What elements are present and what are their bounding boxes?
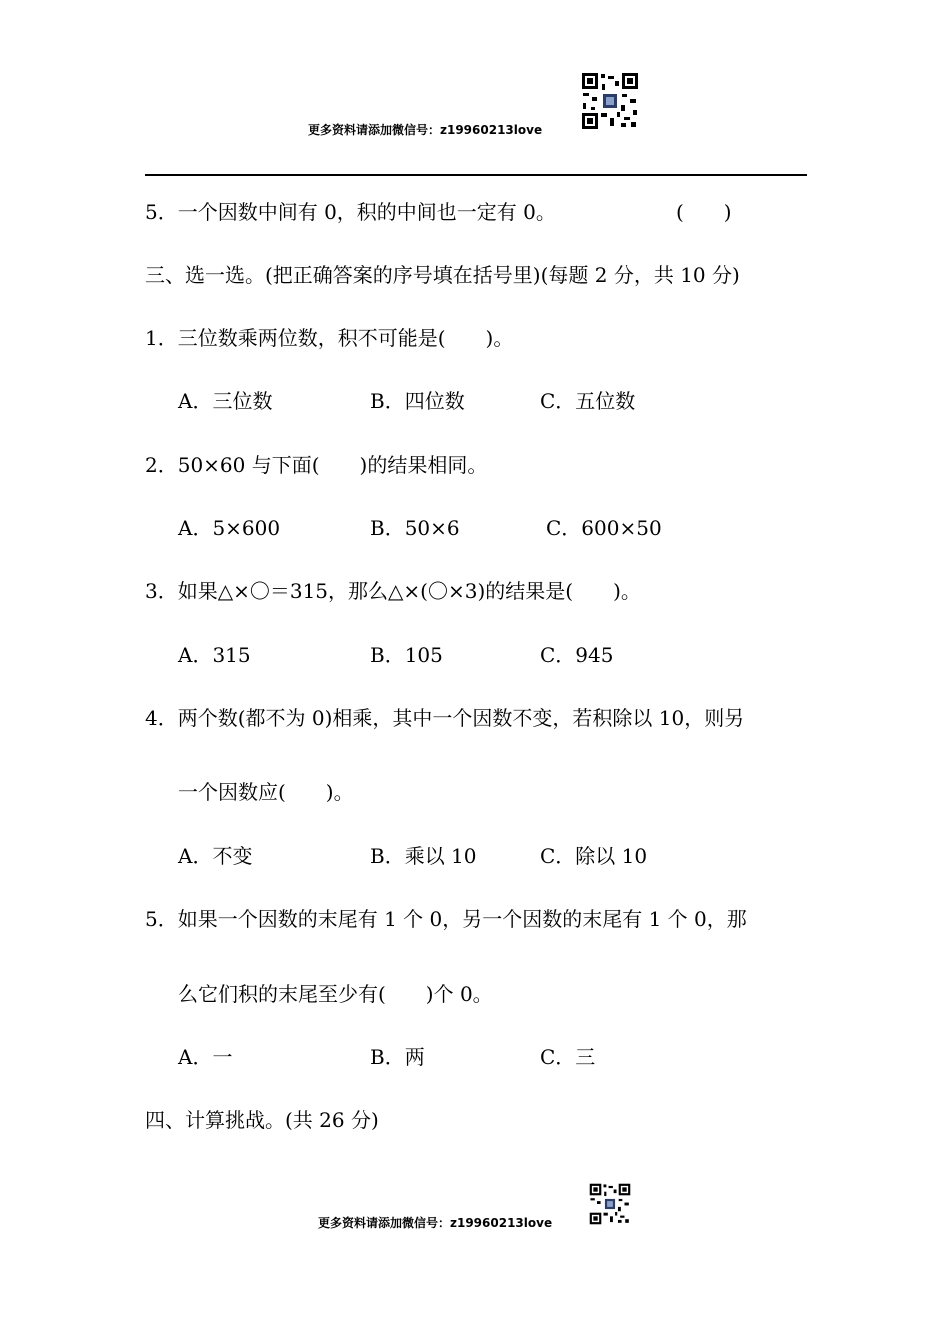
choice-question-1-option-b: B．四位数 — [370, 389, 465, 413]
judge-question-5: 5．一个因数中间有 0，积的中间也一定有 0。 — [145, 200, 556, 224]
choice-question-3: 3．如果△×〇＝315，那么△×(〇×3)的结果是( )。 — [145, 579, 641, 603]
choice-question-4-option-a: A．不变 — [178, 844, 253, 868]
choice-question-5-option-b: B．两 — [370, 1045, 425, 1069]
choice-question-2-option-b: B．50×6 — [370, 516, 460, 540]
header-divider — [145, 174, 807, 176]
choice-question-2-option-a: A．5×600 — [178, 516, 281, 540]
footer-contact-text: 更多资料请添加微信号：z19960213love — [318, 1216, 553, 1230]
choice-question-5: 5．如果一个因数的末尾有 1 个 0，另一个因数的末尾有 1 个 0，那 — [145, 907, 747, 931]
choice-question-3-option-c: C．945 — [540, 643, 614, 667]
choice-question-4-option-b: B．乘以 10 — [370, 844, 477, 868]
choice-question-2-option-c: C．600×50 — [546, 516, 662, 540]
qr-code-icon — [581, 72, 639, 130]
choice-question-4-continued: 一个因数应( )。 — [178, 780, 354, 804]
choice-question-1-option-c: C．五位数 — [540, 389, 636, 413]
judge-question-5-answer-paren: ( ) — [676, 200, 732, 224]
choice-question-1-option-a: A．三位数 — [178, 389, 273, 413]
choice-question-4-option-c: C．除以 10 — [540, 844, 648, 868]
choice-question-3-option-b: B．105 — [370, 643, 443, 667]
header-contact-text: 更多资料请添加微信号：z19960213love — [308, 123, 543, 137]
section-4-title: 四、计算挑战。(共 26 分) — [145, 1108, 379, 1132]
choice-question-4: 4．两个数(都不为 0)相乘，其中一个因数不变，若积除以 10，则另 — [145, 706, 745, 730]
choice-question-5-continued: 么它们积的末尾至少有( )个 0。 — [178, 982, 493, 1006]
footer-qr-code-icon — [589, 1183, 631, 1225]
choice-question-3-option-a: A．315 — [178, 643, 251, 667]
choice-question-2: 2．50×60 与下面( )的结果相同。 — [145, 453, 488, 477]
section-3-title: 三、选一选。(把正确答案的序号填在括号里)(每题 2 分，共 10 分) — [145, 263, 740, 287]
choice-question-5-option-c: C．三 — [540, 1045, 596, 1069]
choice-question-1: 1．三位数乘两位数，积不可能是( )。 — [145, 326, 514, 350]
choice-question-5-option-a: A．一 — [178, 1045, 233, 1069]
